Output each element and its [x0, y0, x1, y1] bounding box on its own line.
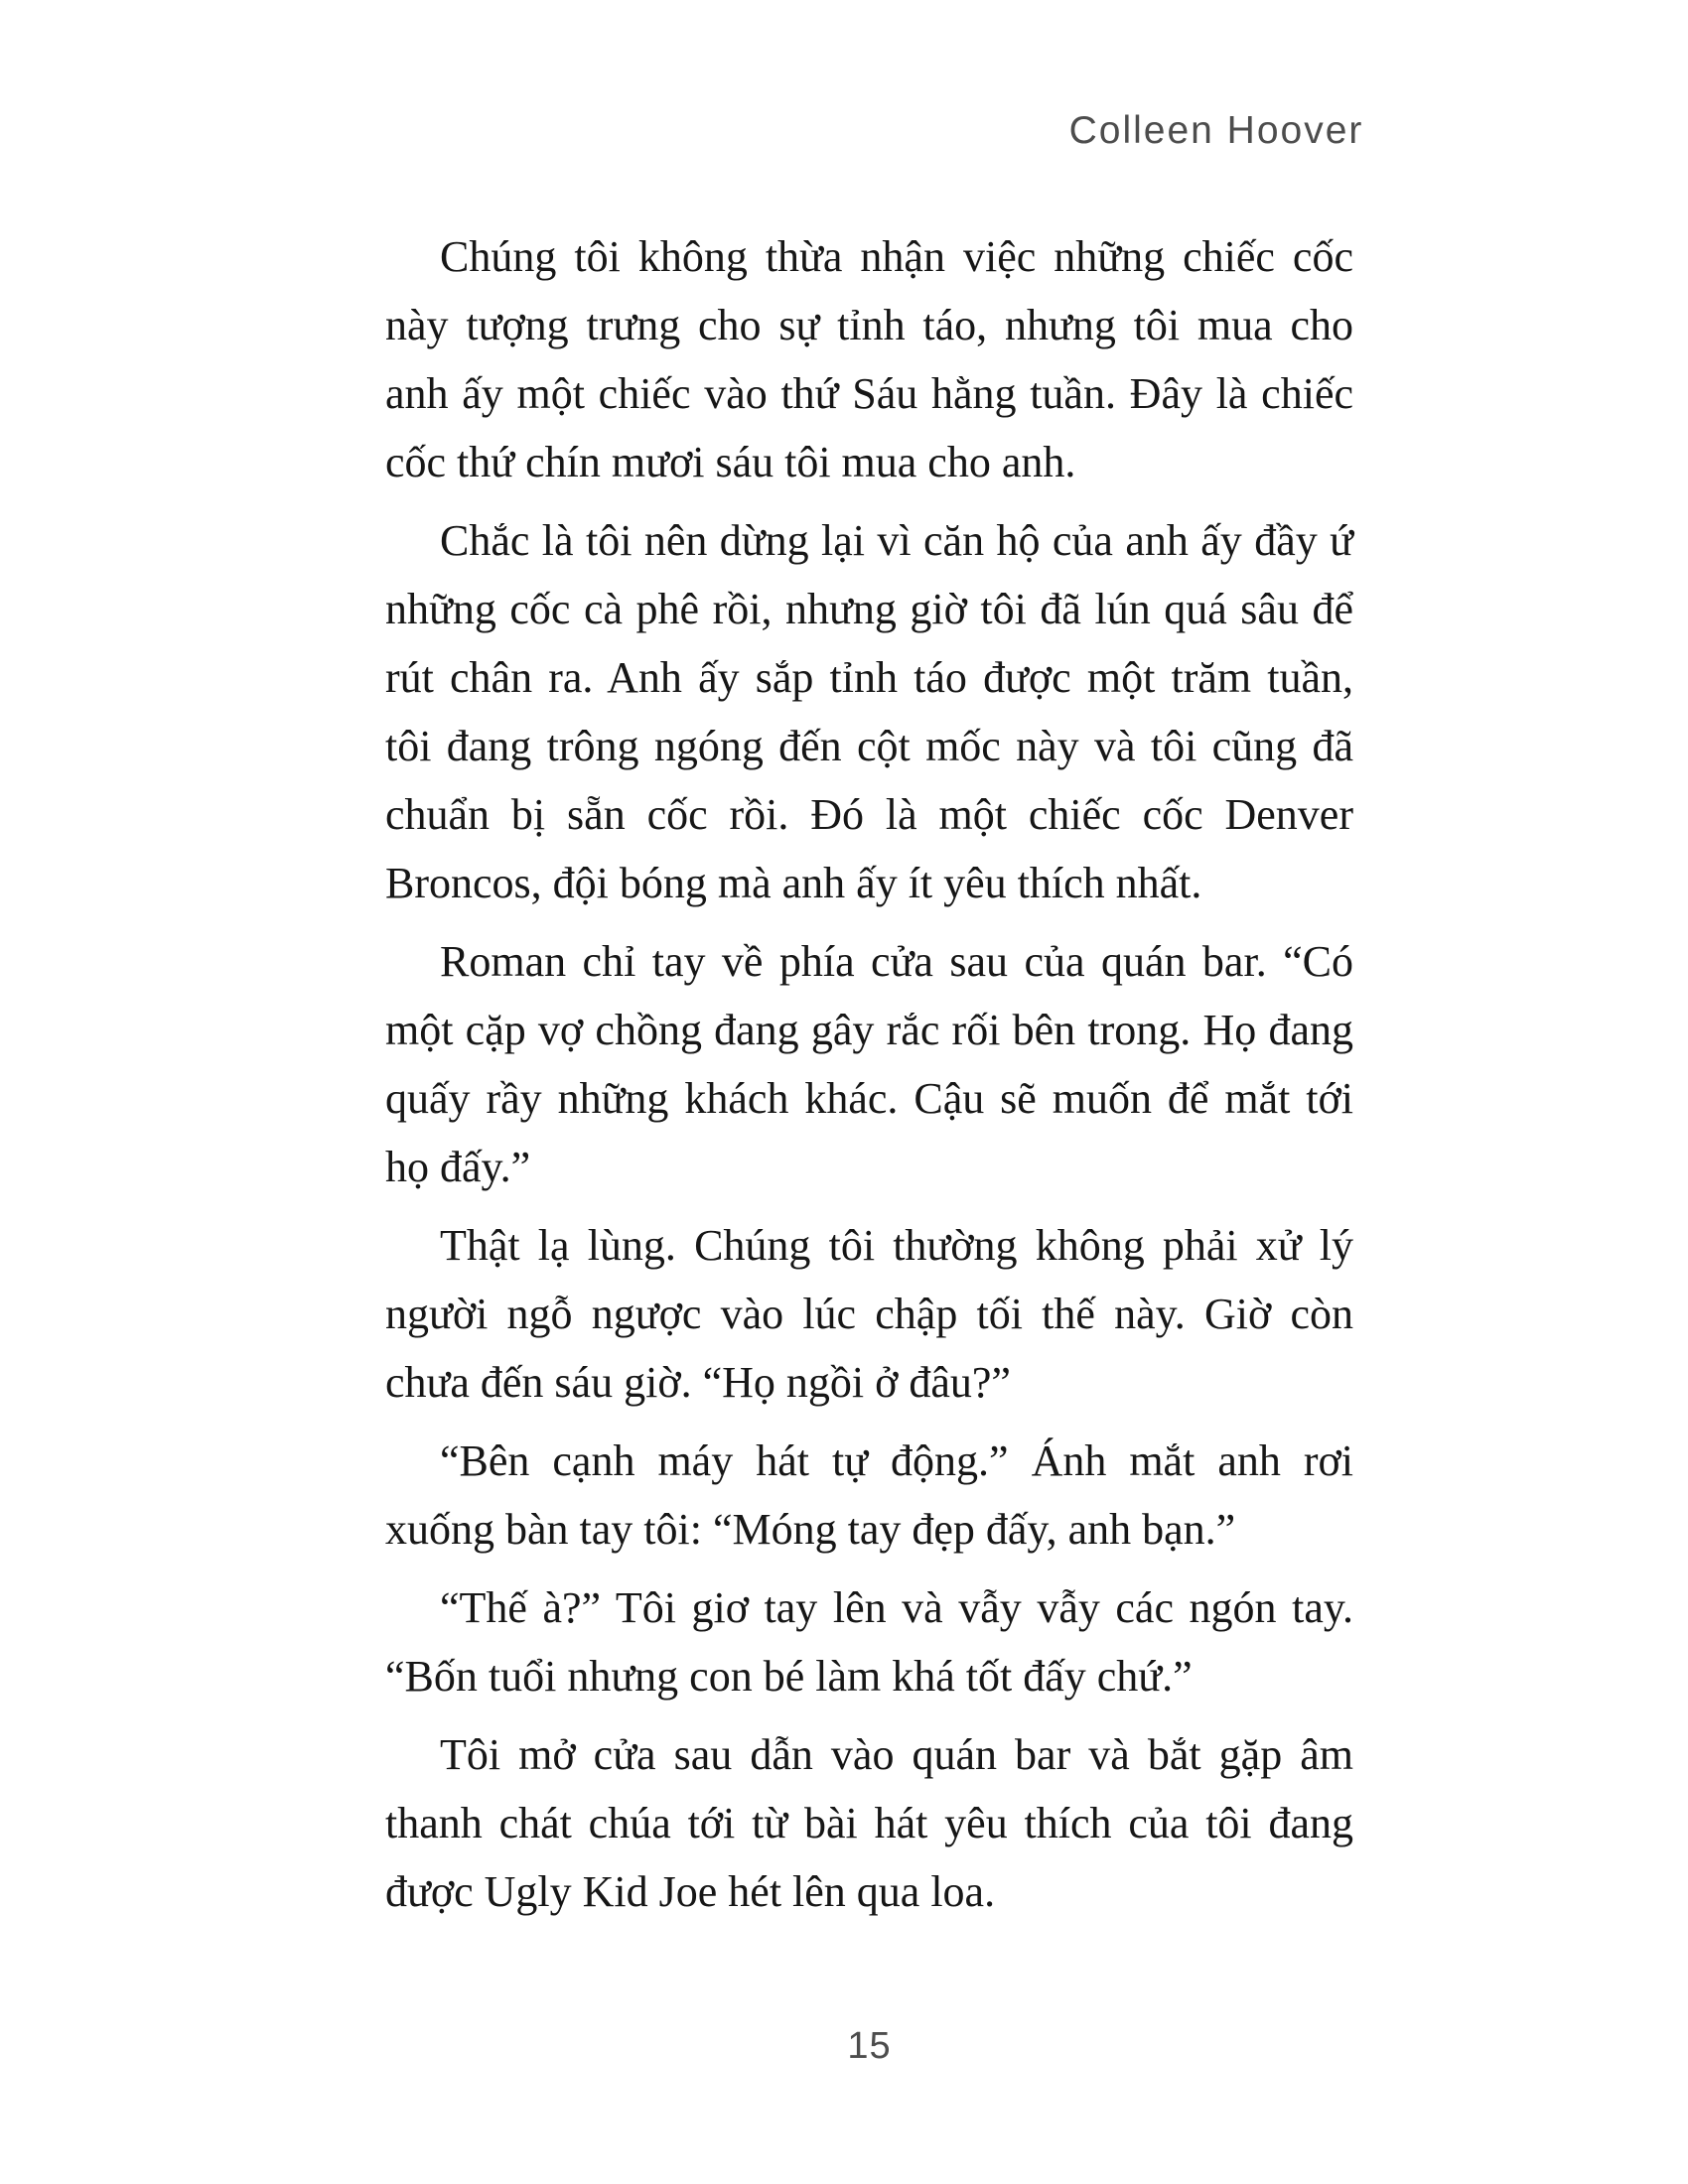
- paragraph: Roman chỉ tay về phía cửa sau của quán bar. “Có một cặp vợ chồng đang gây rắc rối bên trong. Họ đang quấy rầy những khách khác. Cậu sẽ muốn để mắt tới họ đấy.”: [385, 937, 1353, 1191]
- paragraph: “Thế à?” Tôi giơ tay lên và vẫy vẫy các ngón tay. “Bốn tuổi nhưng con bé làm khá tốt đấy chứ.”: [385, 1583, 1353, 1701]
- paragraph: Tôi mở cửa sau dẫn vào quán bar và bắt gặp âm thanh chát chúa tới từ bài hát yêu thích của tôi đang được Ugly Kid Joe hét lên qua loa.: [385, 1730, 1353, 1916]
- paragraph: “Bên cạnh máy hát tự động.” Ánh mắt anh rơi xuống bàn tay tôi: “Móng tay đẹp đấy, anh bạn.”: [385, 1436, 1353, 1554]
- paragraph: Thật lạ lùng. Chúng tôi thường không phải xử lý người ngỗ ngược vào lúc chập tối thế này. Giờ còn chưa đến sáu giờ. “Họ ngồi ở đâu?”: [385, 1221, 1353, 1407]
- page-body: [385, 222, 1353, 1926]
- paragraph: Chắc là tôi nên dừng lại vì căn hộ của anh ấy đầy ứ những cốc cà phê rồi, nhưng giờ tôi đã lún quá sâu để rút chân ra. Anh ấy sắp tỉnh táo được một trăm tuần, tôi đang trông ngóng đến cột mốc này và tôi cũng đã chuẩn bị sẵn cốc rồi. Đó là một chiếc cốc Denver Broncos, đội bóng mà anh ấy ít yêu thích nhất.: [385, 516, 1353, 907]
- page-number: 15: [847, 2025, 892, 2067]
- paragraph: Chúng tôi không thừa nhận việc những chiếc cốc này tượng trưng cho sự tỉnh táo, nhưng tôi mua cho anh ấy một chiếc vào thứ Sáu hằng tuần. Đây là chiếc cốc thứ chín mươi sáu tôi mua cho anh.: [385, 232, 1353, 486]
- running-header-author: Colleen Hoover: [1068, 109, 1364, 152]
